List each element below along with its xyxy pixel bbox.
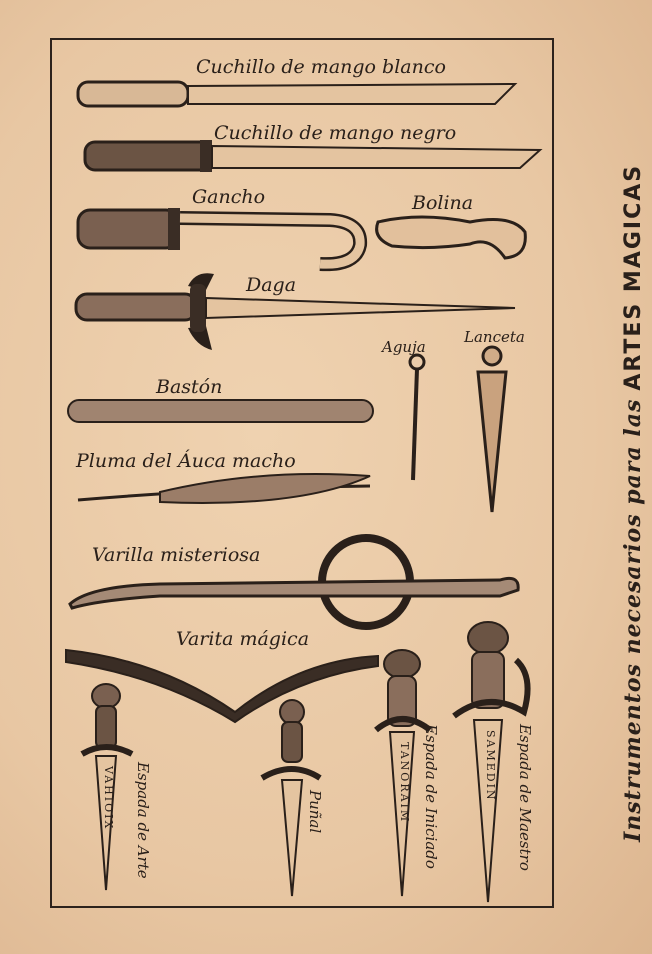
inscription-master-sword: SAMEDIN bbox=[484, 730, 497, 802]
label-sword-of-art: Espada de Arte bbox=[134, 762, 152, 879]
label-quill-feather: Pluma del Áuca macho bbox=[76, 450, 296, 472]
bolline bbox=[377, 217, 526, 258]
side-caption bbox=[620, 112, 646, 842]
label-lancet: Lanceta bbox=[464, 328, 525, 346]
inscription-initiate-sword: TANORAIM bbox=[398, 742, 411, 824]
hook bbox=[78, 208, 360, 264]
label-master-sword: Espada de Maestro bbox=[516, 724, 534, 871]
label-white-handled-knife: Cuchillo de mango blanco bbox=[196, 56, 446, 78]
side-caption-caps: ARTES MAGICAS bbox=[621, 163, 646, 391]
label-mysterious-rod: Varilla misteriosa bbox=[92, 544, 261, 566]
label-dagger: Daga bbox=[246, 274, 297, 296]
label-magic-wand: Varita mágica bbox=[176, 628, 310, 650]
staff bbox=[68, 400, 373, 422]
label-needle: Aguja bbox=[382, 338, 426, 356]
lancet bbox=[478, 347, 506, 512]
quill-feather bbox=[78, 474, 370, 503]
black-handled-knife bbox=[85, 140, 540, 172]
inscription-sword-of-art: VAHIOIX bbox=[102, 766, 115, 831]
label-staff: Bastón bbox=[156, 376, 223, 398]
label-initiate-sword: Espada de Iniciado bbox=[422, 724, 440, 869]
label-black-handled-knife: Cuchillo de mango negro bbox=[214, 122, 457, 144]
white-handled-knife bbox=[78, 82, 515, 106]
needle bbox=[410, 355, 424, 480]
label-hook: Gancho bbox=[192, 186, 266, 208]
label-bolline: Bolina bbox=[412, 192, 474, 214]
side-caption-italic: Instrumentos necesarios para las bbox=[620, 398, 646, 842]
label-poniard: Puñal bbox=[306, 790, 324, 834]
